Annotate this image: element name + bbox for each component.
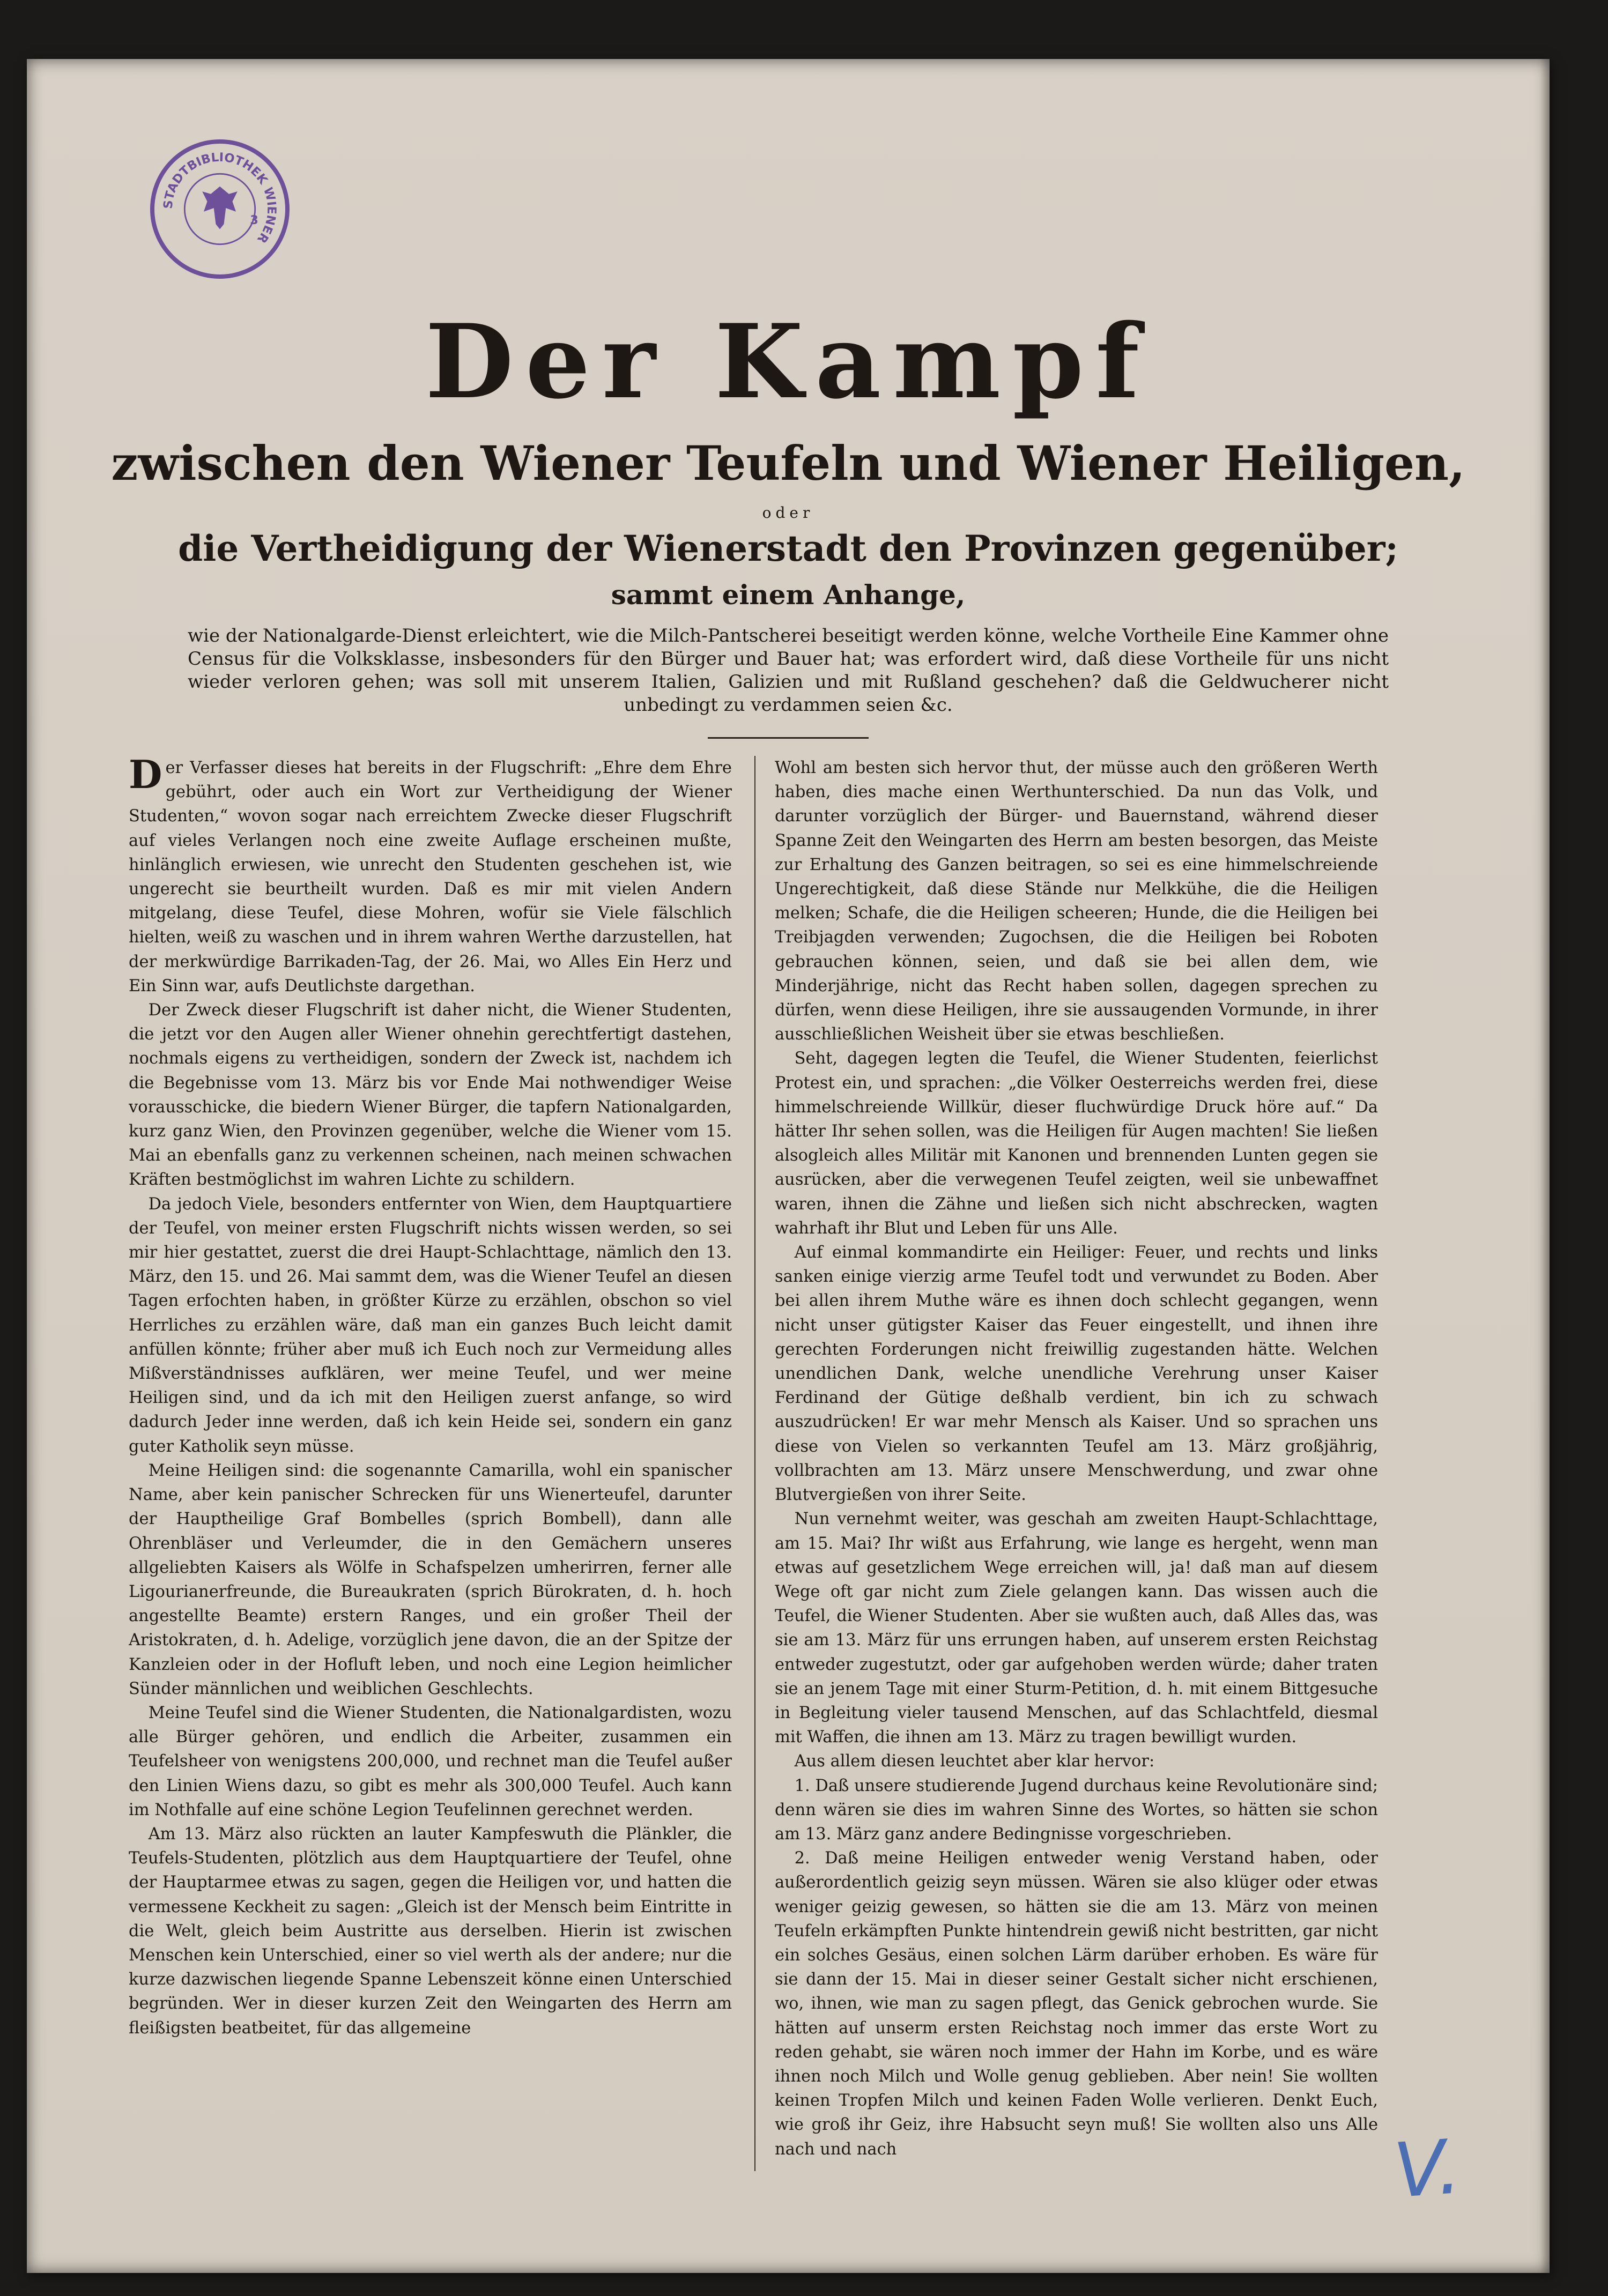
- paragraph: Wohl am besten sich hervor thut, der müsse auch den größeren Werth haben, dies mache einen Werthunterschied. Da nun das Volk, und darunter vorzüglich der Bürger- und Bauernstand, während dieser Spanne Zeit den Weingarten des Herrn am besten besorgen, das Meiste zur Erhaltung des Ganzen beitragen, so sei es eine himmelschreiende Ungerechtigkeit, daß diese Stände nur Melkkühe, die die Heiligen melken; Schafe, die die Heiligen scheeren; Hunde, die die Heiligen bei Treibjagden verwenden; Zugochsen, die die Heiligen bei Roboten gebrauchen können, seien, und daß sie bei allen dem, wie Minderjährige, nicht das Recht haben sollen, dagegen sprechen zu dürfen, wenn diese Heiligen, ihre sie aussaugenden Vormunde, in ihrer ausschließlichen Weisheit über sie etwas beschließen.: [775, 759, 1378, 1044]
- text-column-right: [775, 756, 1378, 2179]
- stamp-number: 3: [250, 213, 258, 228]
- stamp-ring-text: STADTBIBLIOTHEK WIENER: [161, 150, 279, 246]
- paragraph: Meine Heiligen sind: die sogenannte Camarilla, wohl ein spanischer Name, aber kein panischer Schrecken für uns Wienerteufel, darunter der Hauptheilige Graf Bombelles (sprich Bombell), dann alle Ohrenbläser und Verleumder, die in den Gemächern unseres allgeliebten Kaisers als Wölfe in Schafspelzen umherirren, ferner alle Ligourianerfreunde, die Bureaukraten (sprich Bürokraten, d. h. hoch angestellte Beamte) erstern Ranges, und ein großer Theil der Aristokraten, d. h. Adelige, vorzüglich jene davon, die an der Spitze der Kanzleien oder in der Hofluft leben, und noch eine Legion heimlicher Sünder männlichen und weiblichen Geschlechts.: [129, 1461, 732, 1698]
- paragraph: Seht, dagegen legten die Teufel, die Wiener Studenten, feierlichst Protest ein, und sprachen: „die Völker Oesterreichs werden frei, diese himmelschreiende Willkür, dieser fluchwürdige Druck höre auf.“ Da hätter Ihr sehen sollen, was die Heiligen für Augen machten! Sie ließen alsogleich alles Militär mit Kanonen und brennenden Lunten gegen sie ausrücken, aber die verwegenen Teufel zeigten, weil sie unbewaffnet waren, ihnen die Zähne und ließen sich nicht abschrecken, wagten wahrhaft ihr Blut und Leben für uns Alle.: [775, 1049, 1378, 1238]
- paragraph: Da jedoch Viele, besonders entfernter von Wien, dem Hauptquartiere der Teufel, von meiner ersten Flugschrift nichts wissen werden, so sei mir hier gestattet, zuerst die drei Haupt-Schlachttage, nämlich den 13. März, den 15. und 26. Mai sammt dem, was die Wiener Teufel an diesen Tagen erfochten haben, in größter Kürze zu erzählen, obschon so viel Herrliches zu erzählen wäre, daß man ein ganzes Buch leicht damit anfüllen könnte; früher aber muß ich Euch noch zur Vermeidung alles Mißverständnisses aufklären, wer meine Teufel, und wer meine Heiligen sind, und da ich mit den Heiligen zuerst anfange, so wird dadurch Jeder inne werden, daß ich kein Heide sei, sondern ein ganz guter Katholik seyn müsse.: [129, 1194, 732, 1456]
- library-stamp: [150, 139, 290, 279]
- paragraph: Aus allem diesen leuchtet aber klar hervor:: [794, 1752, 1155, 1771]
- paragraph: Der Verfasser dieses hat bereits in der Flugschrift: „Ehre dem Ehre gebührt, oder auch ein Wort zur Vertheidigung der Wiener Studenten,“ wovon sogar nach erreichtem Zwecke dieser Flugschrift auf vieles Verlangen noch eine zweite Auflage erscheinen mußte, hinlänglich erwiesen, wie unrecht den Studenten geschehen ist, wie ungerecht sie beurtheilt wurden. Daß es mir mit vielen Andern mitgelang, diese Teufel, diese Mohren, wofür sie Viele fälschlich hielten, weiß zu waschen und in ihrem wahren Werthe darzustellen, hat der merkwürdige Barrikaden-Tag, der 26. Mai, wo Alles Ein Herz und Ein Sinn war, aufs Deutlichste dargethan.: [129, 756, 732, 995]
- paragraph: 2. Daß meine Heiligen entweder wenig Verstand haben, oder außerordentlich geizig seyn müssen. Wären sie also klüger oder etwas weniger geizig gewesen, so hätten sie die am 13. März von meinen Teufeln erkämpften Punkte hintendrein gewiß nicht bestritten, gar nicht ein solches Gesäus, einen solchen Lärm darüber erhoben. Es wäre für sie dann der 15. Mai in dieser seiner Gestalt sicher nicht erschienen, wo, ihnen, wie man zu sagen pflegt, das Genick gebrochen wurde. Sie hätten auf unserm ersten Reichstag noch immer das erste Wort zu reden gehabt, sie wären noch immer der Hahn im Korbe, und es wäre ihnen noch Milch und Wolle genug geblieben. Aber nein! Sie wollten keinen Tropfen Milch und keinen Faden Wolle verlieren. Denkt Euch, wie groß ihr Geiz, ihre Habsucht seyn muß! Sie wollten also uns Alle nach und nach: [775, 1849, 1378, 2159]
- column-divider: [754, 756, 755, 2171]
- title-divider: [708, 737, 869, 739]
- subtitle-main: zwischen den Wiener Teufeln und Wiener Heiligen,: [111, 435, 1465, 491]
- handwritten-mark: V.: [1391, 2123, 1464, 2216]
- document-page: [27, 59, 1550, 2273]
- paragraph: Der Zweck dieser Flugschrift ist daher nicht, die Wiener Studenten, die jetzt vor den Augen aller Wiener ohnehin gerechtfertigt dastehen, nochmals eigens zu vertheidigen, sondern der Zweck ist, nachdem ich die Begebnisse vom 13. März bis vor Ende Mai nothwendiger Weise vorausschicke, die biedern Wiener Bürger, die tapfern Nationalgarden, kurz ganz Wien, den Provinzen gegenüber, welche die Wiener vom 15. Mai an ebenfalls ganz zu verkennen scheinen, nach meinen schwachen Kräften bestmöglichst im wahren Lichte zu schildern.: [129, 1001, 732, 1190]
- subtitle-oder: oder: [762, 504, 814, 522]
- paragraph: Am 13. März also rückten an lauter Kampfeswuth die Plänkler, die Teufels-Studenten, plötzlich aus dem Hauptquartiere der Teufel, ohne der Hauptarmee etwas zu sagen, gegen die Heiligen vor, und hatten die vermessene Keckheit zu sagen: „Gleich ist der Mensch beim Eintritte in die Welt, gleich beim Austritte aus derselben. Hierin ist zwischen Menschen kein Unterschied, einer so viel werth als der andere; nur die kurze dazwischen liegende Spanne Lebenszeit könne einen Unterschied begründen. Wer in dieser kurzen Zeit den Weingarten des Herrn am fleißigsten beatbeitet, für das allgemeine: [129, 1824, 732, 2038]
- paragraph: Meine Teufel sind die Wiener Studenten, die Nationalgardisten, wozu alle Bürger gehören, und endlich die Arbeiter, zusammen ein Teufelsheer von wenigstens 200,000, und rechnet man die Teufel außer den Linien Wiens dazu, so gibt es mehr als 300,000 Teufel. Auch kann im Nothfalle auf eine schöne Legion Teufelinnen gerechnet werden.: [129, 1703, 732, 1819]
- subtitle-second: die Vertheidigung der Wienerstadt den Provinzen gegenüber;: [178, 527, 1398, 569]
- subtitle-description: wie der Nationalgarde-Dienst erleichtert, wie die Milch-Pantscherei beseitigt werden könne, welche Vortheile Eine Kammer ohne Census für die Volksklasse, insbesonders für den Bürger und Bauer hat; was erfordert wird, daß diese Vortheile für uns nicht wieder verloren gehen; was soll mit unserem Italien, Galizien und mit Rußland geschehen? daß die Geldwucherer nicht unbedingt zu verdammen seien &c.: [188, 625, 1389, 716]
- paragraph: Nun vernehmt weiter, was geschah am zweiten Haupt-Schlachttage, am 15. Mai? Ihr wißt aus Erfahrung, wie lange es hergeht, wenn man etwas auf gesetzlichem Wege erreichen will, ja! daß man auf diesem Wege oft gar nicht zum Ziele gelangen kann. Das wissen auch die Teufel, die Wiener Studenten. Aber sie wußten auch, daß Alles das, was sie am 13. März für uns errungen haben, auf unserem ersten Reichstag entweder zugestutzt, oder gar aufgehoben werden würde; daher traten sie an jenem Tage mit einer Sturm-Petition, d. h. mit einem Bittgesuche in Begleitung vieler tausend Menschen, auf das Schlachtfeld, diesmal mit Waffen, die ihnen am 13. März zu tragen bewilligt wurden.: [775, 1510, 1378, 1747]
- text-column-left: [129, 756, 732, 2179]
- eagle-crest-icon: [202, 187, 238, 229]
- document-title: Der Kampf: [425, 302, 1151, 421]
- stamp-graphic: [154, 144, 285, 274]
- subtitle-third: sammt einem Anhange,: [611, 579, 966, 611]
- paragraph: Auf einmal kommandirte ein Heiliger: Feuer, und rechts und links sanken einige vierzig arme Teufel todt und verwundet zu Boden. Aber bei allen ihrem Muthe wäre es ihnen doch schlecht gegangen, wenn nicht unser gütigster Kaiser das Feuer eingestellt, und ihnen ihre gerechten Forderungen nicht freiwillig zugestanden hätte. Welchen unendlichen Dank, welche unendliche Verehrung unser Kaiser Ferdinand der Gütige deßhalb verdient, bin ich zu schwach auszudrücken! Er war mehr Mensch als Kaiser. Und so sprachen uns diese von Vielen so verkannten Teufel am 13. März großjährig, vollbrachten am 13. März unsere Menschwerdung, und zwar ohne Blutvergießen von ihrer Seite.: [775, 1243, 1378, 1505]
- paragraph: 1. Daß unsere studierende Jugend durchaus keine Revolutionäre sind; denn wären sie dies im wahren Sinne des Wortes, so hätten sie schon am 13. März ganz andere Bedingnisse vorgeschrieben.: [775, 1776, 1378, 1844]
